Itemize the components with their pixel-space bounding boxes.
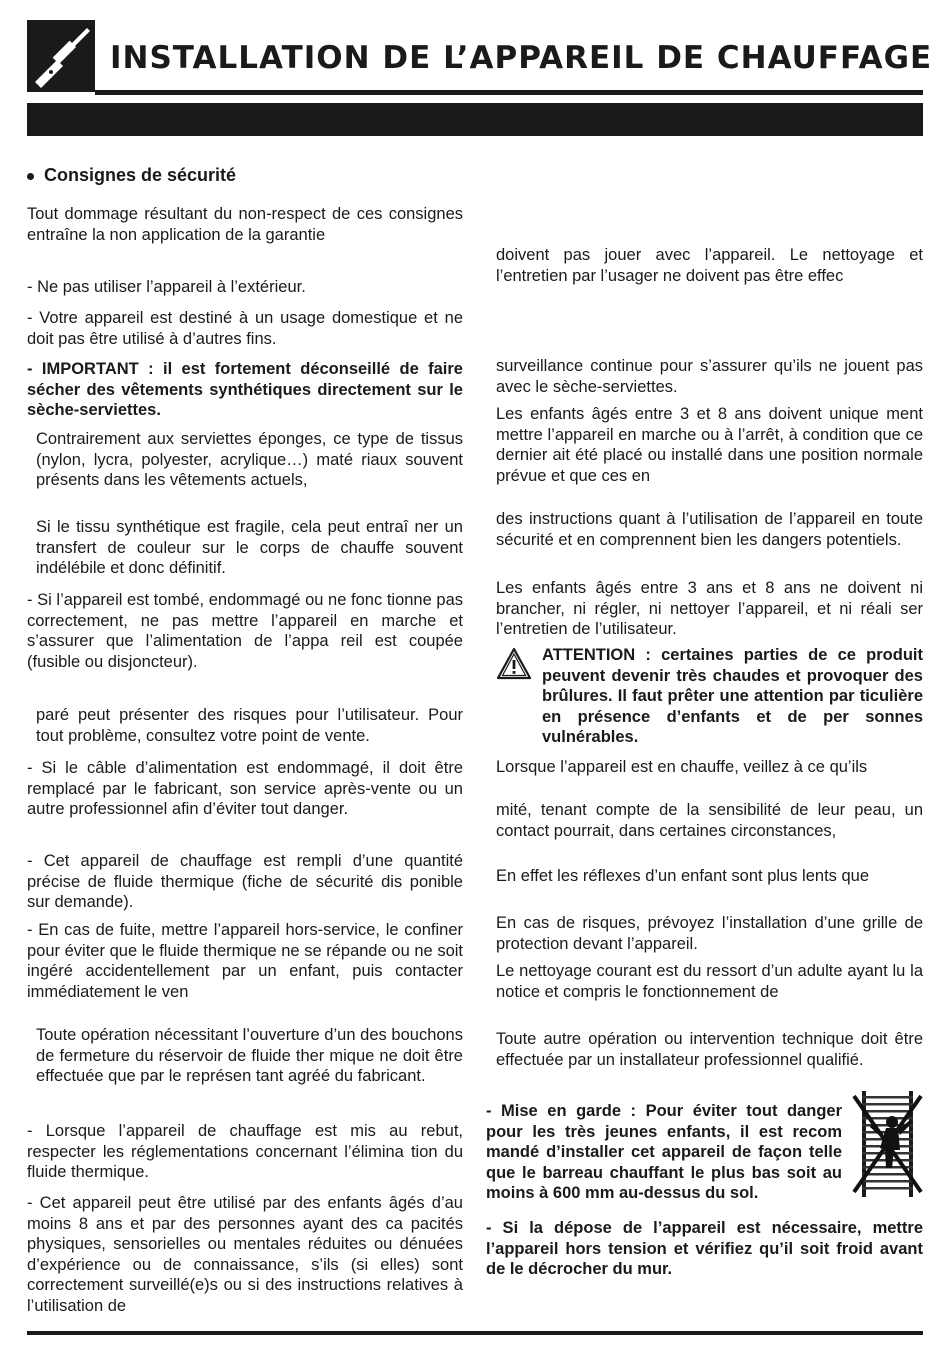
page-title: INSTALLATION DE L’APPAREIL DE CHAUFFAGE — [110, 40, 933, 76]
right-paragraph-9: En effet les réflexes d’un enfant sont plus lents que — [496, 867, 870, 885]
left-paragraph-1: Tout dommage résultant du non-respect de ces consignes entraîne la non application de la garantie — [27, 205, 463, 244]
right-paragraph-11: Le nettoyage courant est du ressort d’un adulte ayant lu la notice et compris le fonctionnement de — [496, 962, 923, 1001]
warning-triangle-icon — [496, 646, 532, 682]
footer-rule — [27, 1331, 923, 1335]
left-paragraph-2: - Ne pas utiliser l’appareil à l’extérieur. — [27, 278, 306, 296]
left-paragraph-8: paré peut présenter des risques pour l’utilisateur. Pour tout problème, consultez votre point de vente. — [36, 706, 463, 745]
right-paragraph-2: surveillance continue pour s’assurer qu’ils ne jouent pas avec le sèche-serviettes. — [496, 357, 923, 396]
left-paragraph-14: - Cet appareil peut être utilisé par des enfants âgés d’au moins 8 ans et par des personnes ayant des ca pacités physiques, sensorielles ou mentales réduites ou dénuées d’expérience ou de connaissance, s’ils (si elles) sont correctement surveillé(e)s ou si des instructions relatives à l’utilisation de — [27, 1194, 463, 1315]
section-band — [27, 103, 923, 136]
left-paragraph-13: - Lorsque l’appareil de chauffage est mis au rebut, respecter les réglementations concernant l’élimina tion du fluide thermique. — [27, 1122, 463, 1181]
left-paragraph-6: Si le tissu synthétique est fragile, cela peut entraî ner un transfert de couleur sur le corps de chauffe souvent indélébile et donc définitif. — [36, 518, 463, 577]
right-paragraph-7: Lorsque l’appareil est en chauffe, veillez à ce qu’ils — [496, 758, 868, 776]
left-paragraph-7: - Si l’appareil est tombé, endommagé ou ne fonc tionne pas correctement, ne pas mettre l’appareil en marche et s’assurer que l’alimentation de l’appa reil est coupée (fusible ou disjoncteur). — [27, 591, 463, 671]
left-paragraph-12: Toute opération nécessitant l’ouverture d’un des bouchons de fermeture du réservoir de fluide ther mique ne doit être effectuée que par le représen tant agréé du fabricant. — [36, 1026, 463, 1085]
section-heading — [27, 165, 236, 186]
section-heading-text: Consignes de sécurité — [44, 165, 237, 185]
right-paragraph-1: doivent pas jouer avec l’appareil. Le nettoyage et l’entretien par l’usager ne doivent pas être effec — [496, 246, 923, 285]
left-paragraph-10: - Cet appareil de chauffage est rempli d’une quantité précise de fluide thermique (fiche de sécurité dis ponible sur demande). — [27, 852, 463, 911]
bullet-icon — [27, 173, 34, 180]
child-climbing-towel-rail-prohibited-icon — [852, 1088, 923, 1200]
right-paragraph-3: Les enfants âgés entre 3 et 8 ans doivent unique ment mettre l’appareil en marche ou à l’arrêt, à condition que ce dernier ait été placé ou installé dans une position normale prévue et que ces en — [496, 405, 923, 485]
right-paragraph-12: Toute autre opération ou intervention technique doit être effectuée par un installateur professionnel qualifié. — [496, 1030, 923, 1069]
right-paragraph-8: mité, tenant compte de la sensibilité de leur peau, un contact pourrait, dans certaines circonstances, — [496, 801, 923, 840]
right-paragraph-5: Les enfants âgés entre 3 ans et 8 ans ne doivent ni brancher, ni régler, ni nettoyer l’appareil, et ni réali ser l’entretien de l’utilisateur. — [496, 579, 923, 638]
right-paragraph-14: - Si la dépose de l’appareil est nécessaire, mettre l’appareil hors tension et vérifiez qu’il soit froid avant de le décrocher du mur. — [486, 1219, 923, 1278]
left-paragraph-5: Contrairement aux serviettes éponges, ce type de tissus (nylon, lycra, polyester, acrylique…) maté riaux souvent présents dans les vêtements actuels, — [36, 430, 463, 489]
screwdriver-icon — [27, 20, 95, 92]
header-icon-box — [27, 20, 95, 92]
right-paragraph-10: En cas de risques, prévoyez l’installation d’une grille de protection devant l’appareil. — [496, 914, 923, 953]
right-paragraph-6-warning: ATTENTION : certaines parties de ce produit peuvent devenir très chaudes et provoquer des brûlures. Il faut prêter une attention par ticulière en présence d’enfants et de per sonnes vulnérables. — [542, 646, 923, 746]
header-rule — [95, 90, 923, 95]
right-paragraph-13: - Mise en garde : Pour éviter tout danger pour les très jeunes enfants, il est recom mandé d’installer cet appareil de façon telle que le barreau chauffant le plus bas soit au moins à 600 mm au-dessus du sol. — [486, 1102, 842, 1202]
left-paragraph-4: - IMPORTANT : il est fortement déconseillé de faire sécher des vêtements synthétiques directement sur le sèche-serviettes. — [27, 360, 463, 419]
left-paragraph-11: - En cas de fuite, mettre l’appareil hors-service, le confiner pour éviter que le fluide thermique ne se répande ou ne soit ingéré accidentellement par un enfant, puis contacter immédiatement le ven — [27, 921, 463, 1001]
left-paragraph-9: - Si le câble d’alimentation est endommagé, il doit être remplacé par le fabricant, son service après-vente ou un autre professionnel afin d’éviter tout danger. — [27, 759, 463, 818]
left-paragraph-3: - Votre appareil est destiné à un usage domestique et ne doit pas être utilisé à d’autres fins. — [27, 309, 463, 348]
right-paragraph-4: des instructions quant à l’utilisation de l’appareil en toute sécurité et en comprennent bien les dangers potentiels. — [496, 510, 923, 549]
